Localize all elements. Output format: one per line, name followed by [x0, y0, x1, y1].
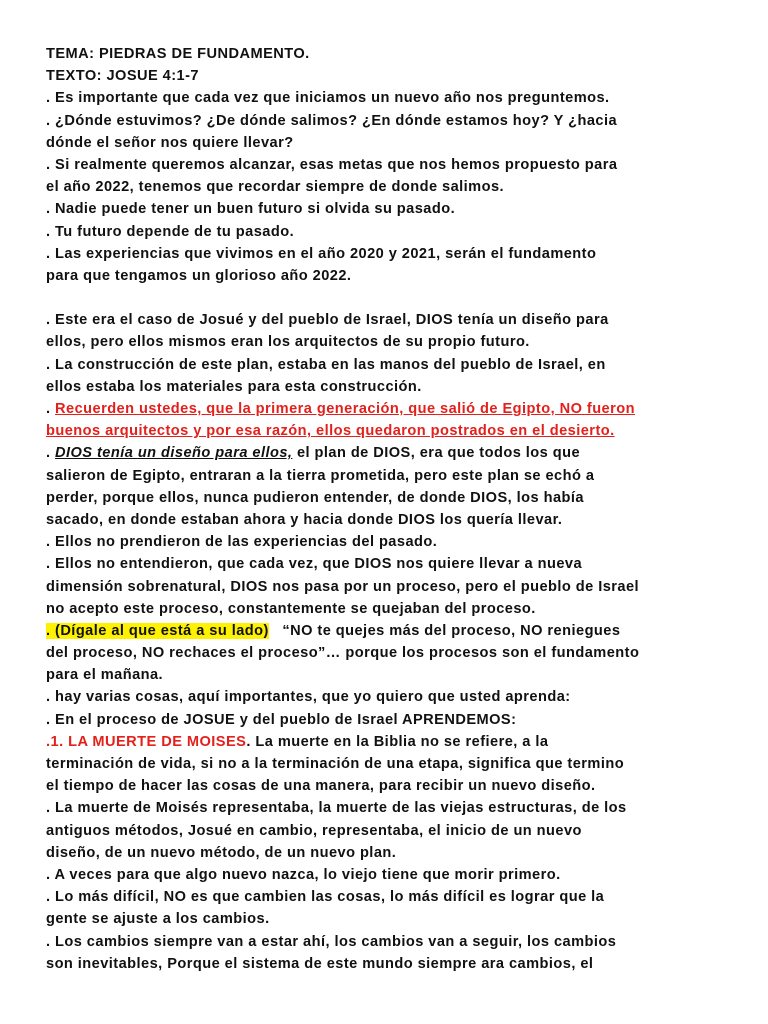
- doc-line: el año 2022, tenemos que recordar siempre de donde salimos.: [46, 179, 505, 196]
- doc-line: . Tu futuro depende de tu pasado.: [46, 223, 295, 240]
- section-heading-red: .1. LA MUERTE DE MOISES: [46, 733, 247, 750]
- doc-line: [46, 442, 746, 464]
- doc-line: . En el proceso de JOSUE y del pueblo de Israel APRENDEMOS:: [46, 711, 517, 728]
- doc-line: salieron de Egipto, entraran a la tierra prometida, pero este plan se echó a: [46, 467, 595, 484]
- doc-line: . Este era el caso de Josué y del pueblo de Israel, DIOS tenía un diseño para: [46, 312, 609, 329]
- doc-line: son inevitables, Porque el sistema de este mundo siempre ara cambios, el: [46, 955, 594, 972]
- paragraph-break: [46, 287, 746, 309]
- doc-line: el tiempo de hacer las cosas de una manera, para recibir un nuevo diseño.: [46, 778, 596, 795]
- doc-line: . La muerte de Moisés representaba, la muerte de las viejas estructuras, de los: [46, 800, 627, 817]
- doc-line: sacado, en donde estaban ahora y hacia donde DIOS los quería llevar.: [46, 511, 563, 528]
- doc-line: diseño, de un nuevo método, de un nuevo plan.: [46, 844, 397, 861]
- document-page: [46, 43, 746, 975]
- doc-line: [46, 731, 746, 753]
- doc-title: TEMA: PIEDRAS DE FUNDAMENTO.: [46, 46, 310, 62]
- line-text: el plan de DIOS, era que todos los que: [292, 445, 581, 462]
- doc-line: . Las experiencias que vivimos en el año 2020 y 2021, serán el fundamento: [46, 245, 597, 262]
- doc-line: del proceso, NO rechaces el proceso”… porque los procesos son el fundamento: [46, 645, 640, 662]
- doc-line: . Los cambios siempre van a estar ahí, los cambios van a seguir, los cambios: [46, 933, 617, 950]
- doc-line: antiguos métodos, Josué en cambio, representaba, el inicio de un nuevo: [46, 822, 582, 839]
- doc-line: [46, 420, 746, 442]
- doc-line: no acepto este proceso, constantemente se quejaban del proceso.: [46, 600, 536, 617]
- line-text: “NO te quejes más del proceso, NO reniegues: [268, 622, 621, 639]
- doc-line: terminación de vida, si no a la terminación de una etapa, significa que termino: [46, 756, 625, 772]
- doc-line: . Lo más difícil, NO es que cambien las cosas, lo más difícil es lograr que la: [46, 889, 605, 906]
- doc-line: dónde el señor nos quiere llevar?: [46, 134, 294, 151]
- doc-line: ellos, pero ellos mismos eran los arquitectos de su propio futuro.: [46, 334, 530, 351]
- doc-line: . La construcción de este plan, estaba en las manos del pueblo de Israel, en: [46, 356, 606, 373]
- doc-line: . ¿Dónde estuvimos? ¿De dónde salimos? ¿En dónde estamos hoy? Y ¿hacia: [46, 112, 618, 129]
- doc-line: dimensión sobrenatural, DIOS nos pasa por un proceso, pero el pueblo de Israel: [46, 578, 640, 595]
- doc-line: . Ellos no prendieron de las experiencias del pasado.: [46, 534, 438, 551]
- doc-line: . Nadie puede tener un buen futuro si olvida su pasado.: [46, 201, 456, 218]
- doc-line: . A veces para que algo nuevo nazca, lo viejo tiene que morir primero.: [46, 866, 561, 883]
- doc-line: gente se ajuste a los cambios.: [46, 911, 270, 928]
- red-underlined-text: Recuerden ustedes, que la primera generación, que salió de Egipto, NO fueron: [55, 401, 635, 417]
- doc-line: . Si realmente queremos alcanzar, esas metas que nos hemos propuesto para: [46, 156, 618, 173]
- doc-line: ellos estaba los materiales para esta construcción.: [46, 378, 422, 395]
- doc-line: para el mañana.: [46, 667, 164, 684]
- doc-line: para que tengamos un glorioso año 2022.: [46, 267, 352, 284]
- doc-line: perder, porque ellos, nunca pudieron entender, de donde DIOS, los había: [46, 489, 584, 506]
- doc-line: . hay varias cosas, aquí importantes, que yo quiero que usted aprenda:: [46, 689, 571, 706]
- highlighted-text: . (Dígale al que está a su lado): [46, 622, 269, 639]
- italic-underlined-text: DIOS tenía un diseño para ellos,: [55, 445, 293, 462]
- line-text: . La muerte en la Biblia no se refiere, a la: [246, 733, 549, 750]
- bullet-dot: .: [46, 445, 56, 462]
- red-underlined-text: buenos arquitectos y por esa razón, ellos quedaron postrados en el desierto.: [46, 423, 615, 440]
- doc-text-reference: TEXTO: JOSUE 4:1-7: [46, 68, 199, 85]
- bullet-dot: .: [46, 401, 56, 417]
- doc-line: [46, 620, 746, 642]
- doc-line: . Es importante que cada vez que iniciamos un nuevo año nos preguntemos.: [46, 90, 610, 107]
- doc-line: . Ellos no entendieron, que cada vez, que DIOS nos quiere llevar a nueva: [46, 556, 583, 573]
- doc-line: [46, 398, 746, 420]
